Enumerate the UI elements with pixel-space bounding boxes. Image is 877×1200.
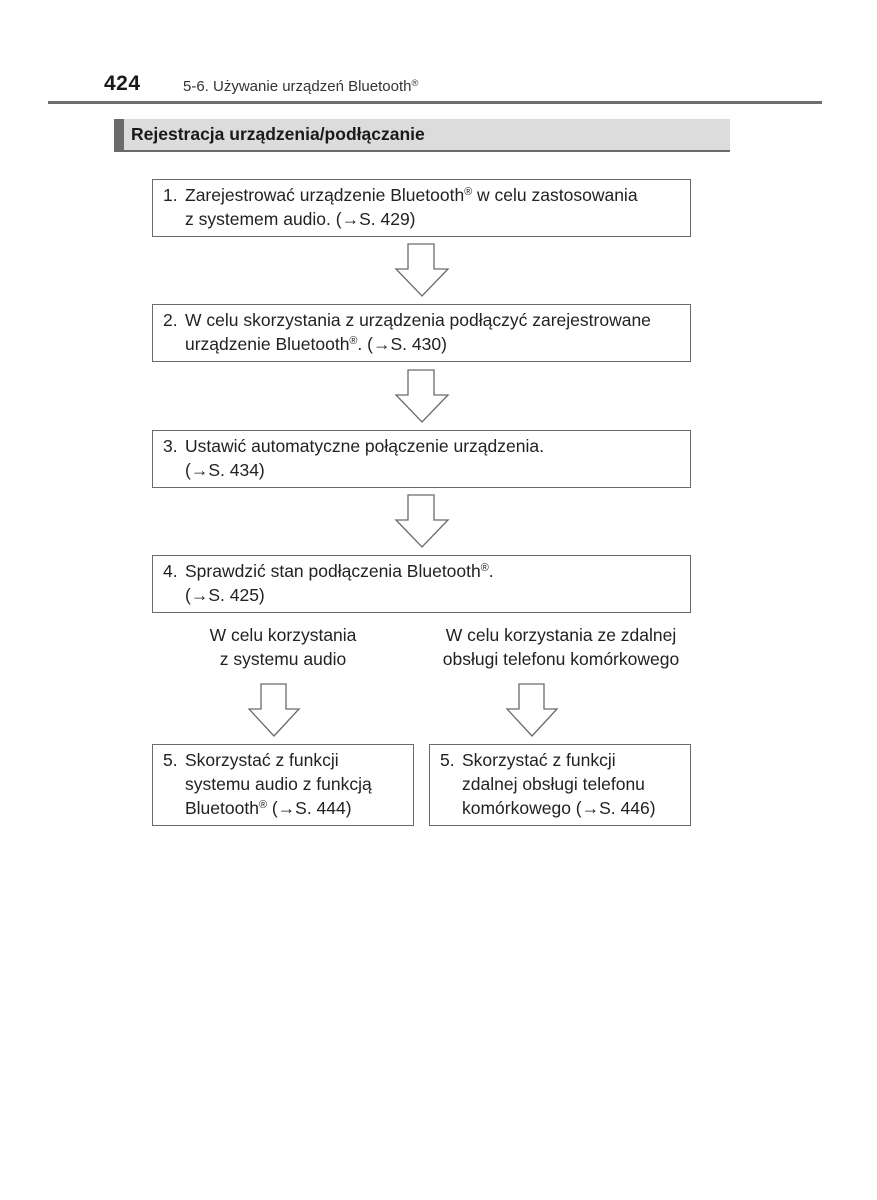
step-5b-line-2: zdalnej obsługi telefonu xyxy=(462,774,645,794)
branch-label-audio xyxy=(152,623,414,671)
branch-label-line: obsługi telefonu komórkowego xyxy=(442,649,680,669)
step-5b-line-1 xyxy=(440,748,680,772)
branch-label-phone xyxy=(412,623,710,671)
step-text: Zarejestrować urządzenie Bluetooth xyxy=(185,185,465,205)
step-3-line-1 xyxy=(163,434,680,458)
step-text: . (→S. 430) xyxy=(357,334,447,354)
step-number: 5. xyxy=(440,750,455,770)
branch-label-line: W celu korzystania xyxy=(209,625,357,645)
step-text: W celu skorzystania z urządzenia podłączyć zarejestrowane xyxy=(185,310,651,330)
step-text: (→S. 444) xyxy=(266,798,352,818)
down-arrow-icon xyxy=(396,370,450,424)
chapter-title-text: 5-6. Używanie urządzeń Bluetooth xyxy=(183,78,412,95)
registered-mark: ® xyxy=(464,186,473,199)
flow-step-2 xyxy=(152,304,691,362)
section-title: Rejestracja urządzenia/podłączanie xyxy=(131,124,425,144)
flow-step-5-audio xyxy=(152,744,414,826)
chapter-title xyxy=(183,78,418,95)
step-text: Skorzystać z funkcji xyxy=(462,750,616,770)
registered-mark: ® xyxy=(349,335,358,348)
flow-step-1 xyxy=(152,179,691,237)
step-number: 3. xyxy=(163,436,178,456)
step-3-line-2: (→S. 434) xyxy=(185,460,265,480)
registered-mark: ® xyxy=(480,562,489,575)
step-number: 4. xyxy=(163,561,178,581)
step-number: 5. xyxy=(163,750,178,770)
step-text: Bluetooth xyxy=(185,798,259,818)
branch-label-line: W celu korzystania ze zdalnej xyxy=(445,625,677,645)
step-number: 1. xyxy=(163,185,178,205)
flow-step-4 xyxy=(152,555,691,613)
step-5a-line-2: systemu audio z funkcją xyxy=(185,774,372,794)
step-5a-line-1 xyxy=(163,748,403,772)
registered-mark: ® xyxy=(411,77,419,88)
step-1-line-1 xyxy=(163,183,680,207)
step-text: . xyxy=(488,561,494,581)
step-4-line-2: (→S. 425) xyxy=(185,585,265,605)
header-rule xyxy=(48,101,822,104)
step-number: 2. xyxy=(163,310,178,330)
flow-step-3 xyxy=(152,430,691,488)
flow-step-5-phone xyxy=(429,744,691,826)
step-text: w celu zastosowania xyxy=(472,185,638,205)
step-text: Ustawić automatyczne połączenie urządzenia. xyxy=(185,436,544,456)
down-arrow-icon xyxy=(396,244,450,298)
section-heading-bar xyxy=(114,119,730,152)
step-5a-line-3 xyxy=(163,796,403,820)
down-arrow-icon xyxy=(396,495,450,549)
step-text: Skorzystać z funkcji xyxy=(185,750,339,770)
step-4-line-1 xyxy=(163,559,680,583)
step-text: Sprawdzić stan podłączenia Bluetooth xyxy=(185,561,481,581)
branch-label-line: z systemu audio xyxy=(219,649,347,669)
step-1-line-2: z systemem audio. (→S. 429) xyxy=(185,209,416,229)
down-arrow-icon xyxy=(249,684,303,738)
down-arrow-icon xyxy=(507,684,561,738)
page-number: 424 xyxy=(104,72,141,95)
step-2-line-1 xyxy=(163,308,680,332)
step-2-line-2 xyxy=(163,332,680,356)
registered-mark: ® xyxy=(258,799,267,812)
step-5b-line-3: komórkowego (→S. 446) xyxy=(462,798,656,818)
section-accent xyxy=(114,119,124,150)
step-text: urządzenie Bluetooth xyxy=(185,334,350,354)
